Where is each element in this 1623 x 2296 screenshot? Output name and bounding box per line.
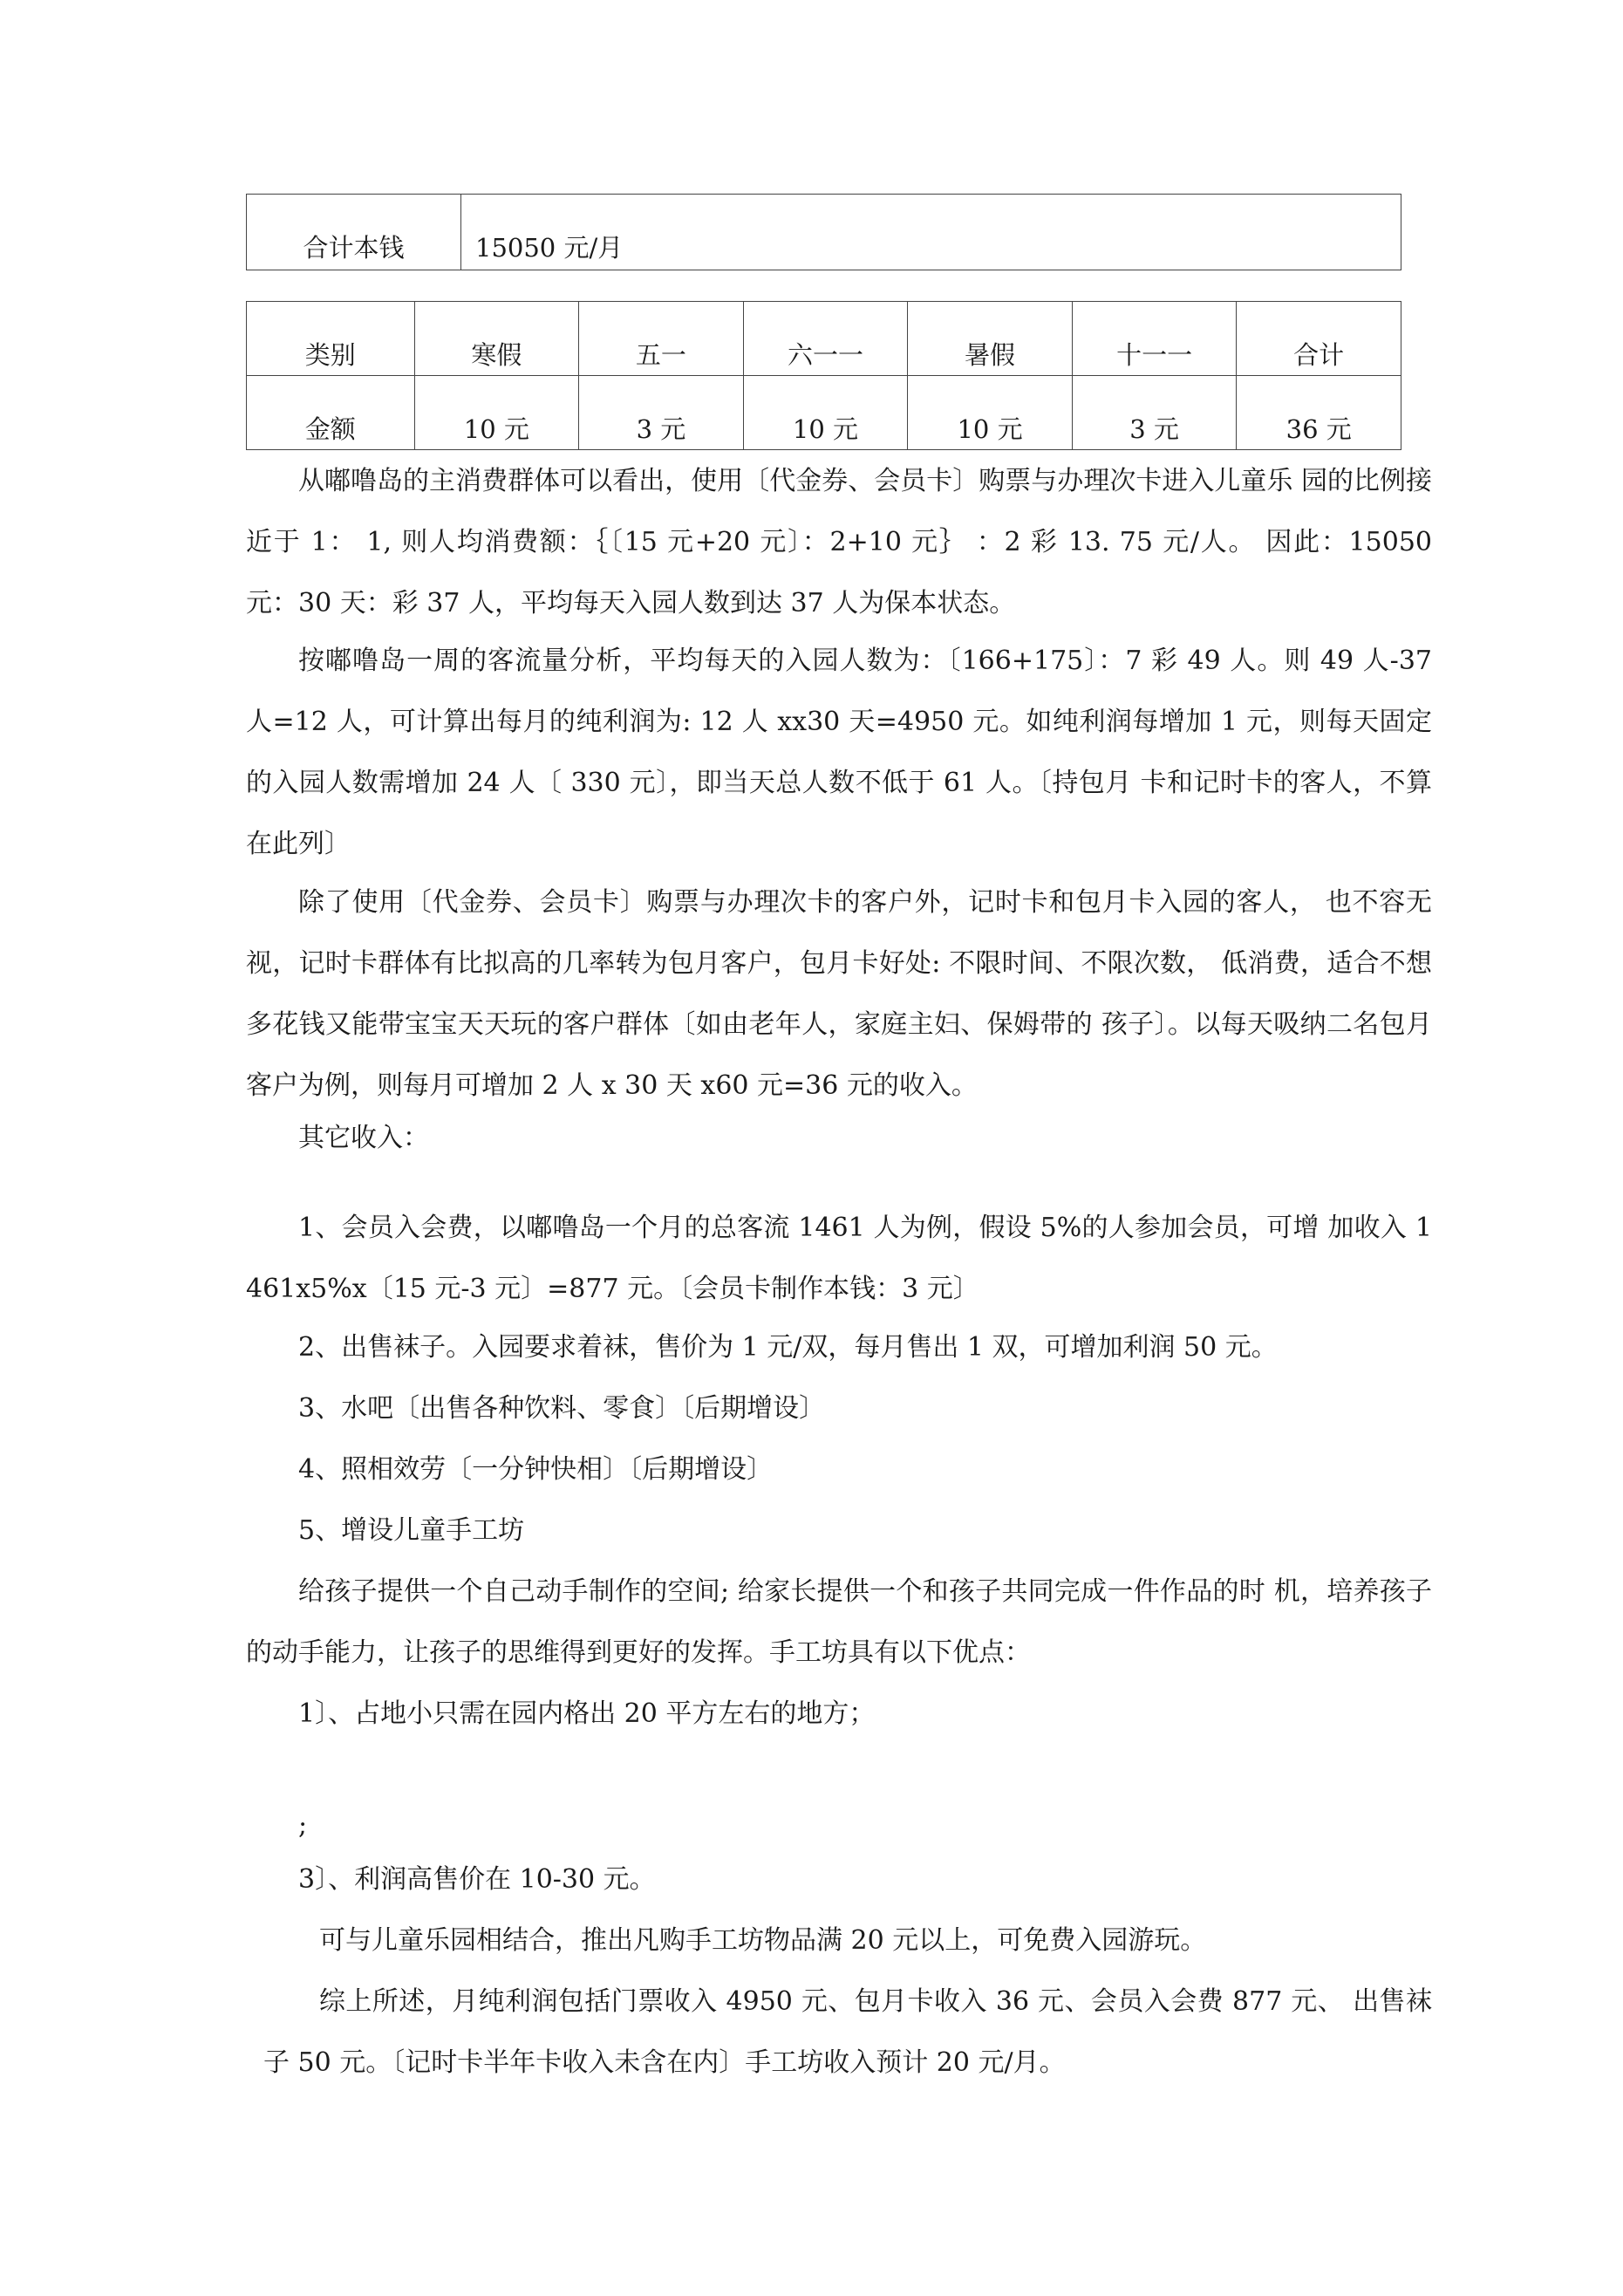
table-cell: 10 元 (743, 376, 908, 450)
paragraph-socks: 2、出售袜子。入园要求着袜，售价为 1 元/双，每月售出 1 双，可增加利润 50 元。 (298, 1332, 1278, 1363)
paragraph-handcraft-point-1: 1〕、占地小只需在园内格出 20 平方左右的地方； (298, 1698, 876, 1729)
paragraph-customer-flow: 按嘟噜岛一周的客流量分析，平均每天的入园人数为：〔166+175〕：7 彩 49 人。则 49 人-37 人=12 人，可计算出每月的纯利润为: 12 人 xx30 天=4950 元。如纯利润每增加 1 元，则每天固定的入园人数需增加 24 人〔 330 元〕，即当天总人数不低于 61 人。〔持包月 卡和记时卡的客人，不算在此列〕 (246, 646, 1432, 859)
paragraph-summary: 综上所述，月纯利润包括门票收入 4950 元、包月卡收入 36 元、会员入会费 877 元、 出售袜子 50 元。〔记时卡半年卡收入未含在内〕手工坊收入预计 20 元/月。 (263, 1986, 1432, 2078)
table-cell: 六一一 (743, 302, 908, 376)
holiday-amount-table (246, 301, 1401, 450)
table-cell: 五一 (579, 302, 744, 376)
table-cell: 3 元 (579, 376, 744, 450)
paragraph-other-income-heading: 其它收入： (298, 1123, 429, 1153)
table-row (247, 195, 1401, 270)
total-cost-table (246, 194, 1401, 270)
paragraph-handcraft-intro: 给孩子提供一个自己动手制作的空间; 给家长提供一个和孩子共同完成一件作品的时 机，培养孩子的动手能力，让孩子的思维得到更好的发挥。手工坊具有以下优点： (246, 1576, 1432, 1668)
paragraph-photo-service: 4、照相效劳〔一分钟快相〕〔后期增设〕 (298, 1454, 774, 1485)
table-cell: 10 元 (414, 376, 579, 450)
table-cell: 十一一 (1072, 302, 1237, 376)
paragraph-membership-fee: 1、会员入会费，以嘟噜岛一个月的总客流 1461 人为例，假设 5%的人参加会员，可增 加收入 1461x5%x〔15 元-3 元〕=877 元。〔会员卡制作本钱：3 元〕 (246, 1213, 1432, 1304)
paragraph-water-bar: 3、水吧〔出售各种饮料、零食〕〔后期增设〕 (298, 1393, 826, 1424)
table-row (247, 376, 1401, 450)
table-cell: 类别 (247, 302, 415, 376)
paragraph-combined-offer: 可与儿童乐园相结合，推出凡购手工坊物品满 20 元以上，可免费入园游玩。 (319, 1925, 1207, 1956)
table-cell: 3 元 (1072, 376, 1237, 450)
paragraph-monthly-card: 除了使用〔代金券、会员卡〕购票与办理次卡的客户外，记时卡和包月卡入园的客人， 也不容无视，记时卡群体有比拟高的几率转为包月客户，包月卡好处: 不限时间、不限次数， 低消费，适合不想多花钱又能带宝宝天天玩的客户群体〔如由老年人，家庭主妇、保姆带的 孩子〕。以每天吸纳二名包月客户为例，则每月可增加 2 人 x 30 天 x60 元=36 元的收入。 (246, 887, 1432, 1101)
table-header-row (247, 302, 1401, 376)
table-cell: 10 元 (908, 376, 1073, 450)
paragraph-break-even: 从嘟噜岛的主消费群体可以看出，使用〔代金券、会员卡〕购票与办理次卡进入儿童乐 园的比例接近于 1： 1, 则人均消费额：｛〔15 元+20 元〕：2+10 元｝ ：2 彩 13. 75 元/人。 因此：15050 元：30 天：彩 37 人，平均每天入园人数到达 37 人为保本状态。 (246, 466, 1432, 618)
total-cost-label: 合计本钱 (247, 195, 461, 270)
table-cell: 暑假 (908, 302, 1073, 376)
paragraph-handcraft-point-3: 3〕、利润高售价在 10-30 元。 (298, 1864, 656, 1895)
table-cell: 合计 (1237, 302, 1401, 376)
total-cost-value: 15050 元/月 (461, 195, 1401, 270)
paragraph-handcraft-point-2: ; (298, 1810, 308, 1841)
table-cell: 金额 (247, 376, 415, 450)
table-cell: 36 元 (1237, 376, 1401, 450)
table-cell: 寒假 (414, 302, 579, 376)
paragraph-handcraft-heading: 5、增设儿童手工坊 (298, 1515, 525, 1546)
